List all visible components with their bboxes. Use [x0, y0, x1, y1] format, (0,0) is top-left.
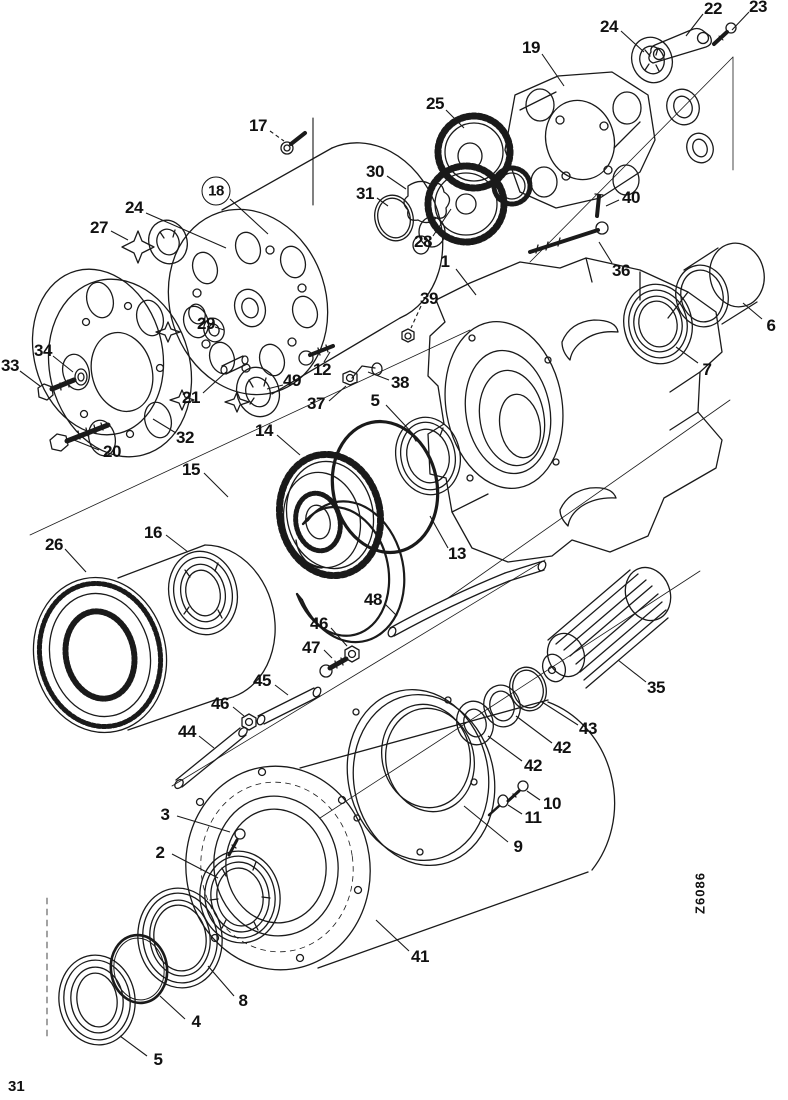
callout-47-50: 47 — [302, 638, 320, 657]
callout-21-21: 21 — [182, 388, 200, 407]
leader-23-23 — [732, 12, 749, 30]
part-bolt-23 — [714, 23, 736, 44]
callout-11-11: 11 — [524, 808, 542, 827]
leader-5-5 — [120, 1036, 147, 1056]
callout-17-17: 17 — [249, 116, 267, 135]
page-number: 31 — [8, 1078, 25, 1095]
callout-46-49: 46 — [211, 694, 229, 713]
callout-27-28: 27 — [90, 218, 108, 237]
leader-15-15 — [204, 473, 228, 497]
callout-41-42: 41 — [411, 947, 429, 966]
callout-6-6: 6 — [766, 316, 776, 335]
callout-44-46: 44 — [178, 722, 196, 741]
leader-45-47 — [275, 685, 288, 695]
callout-24-25: 24 — [125, 198, 143, 217]
callout-24-24: 24 — [600, 17, 618, 36]
leader-37-38 — [329, 386, 346, 401]
callout-18-18: 18 — [202, 177, 231, 206]
part-bolt-17 — [281, 133, 305, 154]
part-bearing-16 — [161, 545, 245, 641]
callout-43-45: 43 — [579, 719, 597, 738]
callout-40-41: 40 — [622, 188, 640, 207]
callout-10-10: 10 — [543, 794, 561, 813]
part-bearings-right — [662, 85, 718, 167]
leader-5-4 — [386, 405, 414, 435]
part-sleeve-6 — [670, 238, 770, 332]
leader-30-31 — [387, 176, 406, 189]
callout-20-20: 20 — [103, 442, 121, 461]
leader-35-36 — [618, 660, 646, 682]
leader-13-13 — [430, 516, 448, 548]
leader-11-11 — [508, 805, 522, 814]
part-ring-gear-26 — [19, 545, 275, 745]
callout-3-2: 3 — [160, 805, 170, 824]
leader-24-24 — [621, 31, 644, 52]
callout-36-37: 36 — [612, 261, 630, 280]
callout-19-19: 19 — [522, 38, 540, 57]
leader-42-43 — [516, 716, 552, 743]
callout-22-22: 22 — [704, 0, 722, 18]
part-nut-37 — [343, 371, 357, 385]
leader-46-49 — [233, 707, 244, 716]
callout-8-8: 8 — [238, 991, 248, 1010]
leader-42-44 — [488, 736, 522, 761]
leader-47-50 — [324, 650, 332, 658]
callout-35-36: 35 — [647, 678, 665, 697]
callout-39-40: 39 — [420, 289, 438, 308]
callout-16-16: 16 — [144, 523, 162, 542]
callout-32-33: 32 — [176, 428, 194, 447]
callout-23-23: 23 — [749, 0, 767, 16]
part-fitting-47 — [320, 658, 346, 677]
callout-9-9: 9 — [513, 837, 523, 856]
leader-16-16 — [166, 535, 188, 552]
callout-46-48: 46 — [310, 614, 328, 633]
leader-4-3 — [160, 996, 185, 1019]
callout-42-44: 42 — [524, 756, 542, 775]
part-housing-1 — [428, 258, 722, 562]
leader-41-42 — [376, 920, 409, 951]
callout-2-1: 2 — [155, 843, 165, 862]
callout-49-52: 49 — [283, 371, 301, 390]
callout-5-4: 5 — [370, 391, 380, 410]
callout-15-15: 15 — [182, 460, 200, 479]
callout-13-13: 13 — [448, 544, 466, 563]
callout-42-43: 42 — [553, 738, 571, 757]
part-bearing-24-left — [143, 215, 193, 269]
part-bearing-24-top — [625, 32, 678, 89]
callout-5-5: 5 — [153, 1050, 163, 1069]
callout-34-35: 34 — [34, 341, 52, 360]
callout-33-34: 33 — [1, 356, 19, 375]
drawing-code: Z6086 — [692, 872, 708, 914]
callout-12-12: 12 — [313, 360, 331, 379]
callout-29-30: 29 — [197, 314, 215, 333]
callout-37-38: 37 — [307, 394, 325, 413]
leader-20-20 — [74, 440, 99, 450]
leader-17-17 — [270, 131, 284, 141]
part-bolt-36 — [530, 222, 608, 253]
leader-32-33 — [153, 419, 176, 433]
leader-48-51 — [385, 604, 397, 616]
callout-14-14: 14 — [255, 421, 273, 440]
callout-38-39: 38 — [391, 373, 409, 392]
part-spider-27 — [122, 231, 249, 412]
leader-40-41 — [606, 200, 619, 206]
callout-26-27: 26 — [45, 535, 63, 554]
callout-48-51: 48 — [364, 590, 382, 609]
leader-10-10 — [527, 791, 540, 800]
leader-36-37 — [599, 242, 612, 263]
leader-3-2 — [177, 816, 230, 832]
leader-7-7 — [676, 347, 698, 363]
leader-26-27 — [65, 549, 86, 572]
leader-39-40 — [411, 306, 421, 328]
part-ring-31 — [370, 191, 419, 245]
callout-31-32: 31 — [356, 184, 374, 203]
part-o-ring-13 — [320, 412, 449, 563]
callout-30-31: 30 — [366, 162, 384, 181]
part-washer-34 — [75, 369, 87, 385]
part-screw-10 — [508, 781, 528, 801]
leader-27-28 — [111, 231, 128, 240]
part-pipe-45 — [256, 686, 323, 726]
part-gear-14 — [268, 445, 391, 585]
part-spline-shaft-35 — [539, 561, 678, 688]
leader-43-45 — [542, 702, 578, 725]
callout-7-7: 7 — [702, 360, 712, 379]
part-nut-39 — [402, 329, 414, 342]
part-drum-41 — [173, 700, 615, 982]
callout-4-3: 4 — [191, 1012, 201, 1031]
leader-18-18 — [230, 199, 268, 234]
leader-2-1 — [172, 854, 218, 878]
part-pipe-48 — [387, 560, 548, 638]
callout-28-29: 28 — [414, 232, 432, 251]
callout-1-0: 1 — [440, 252, 450, 271]
part-link-22 — [649, 29, 711, 64]
leader-24-25 — [146, 213, 226, 248]
callout-45-47: 45 — [253, 671, 271, 690]
leader-14-14 — [277, 435, 300, 455]
leader-44-46 — [199, 736, 214, 748]
leader-8-8 — [208, 966, 234, 996]
callout-25-26: 25 — [426, 94, 444, 113]
